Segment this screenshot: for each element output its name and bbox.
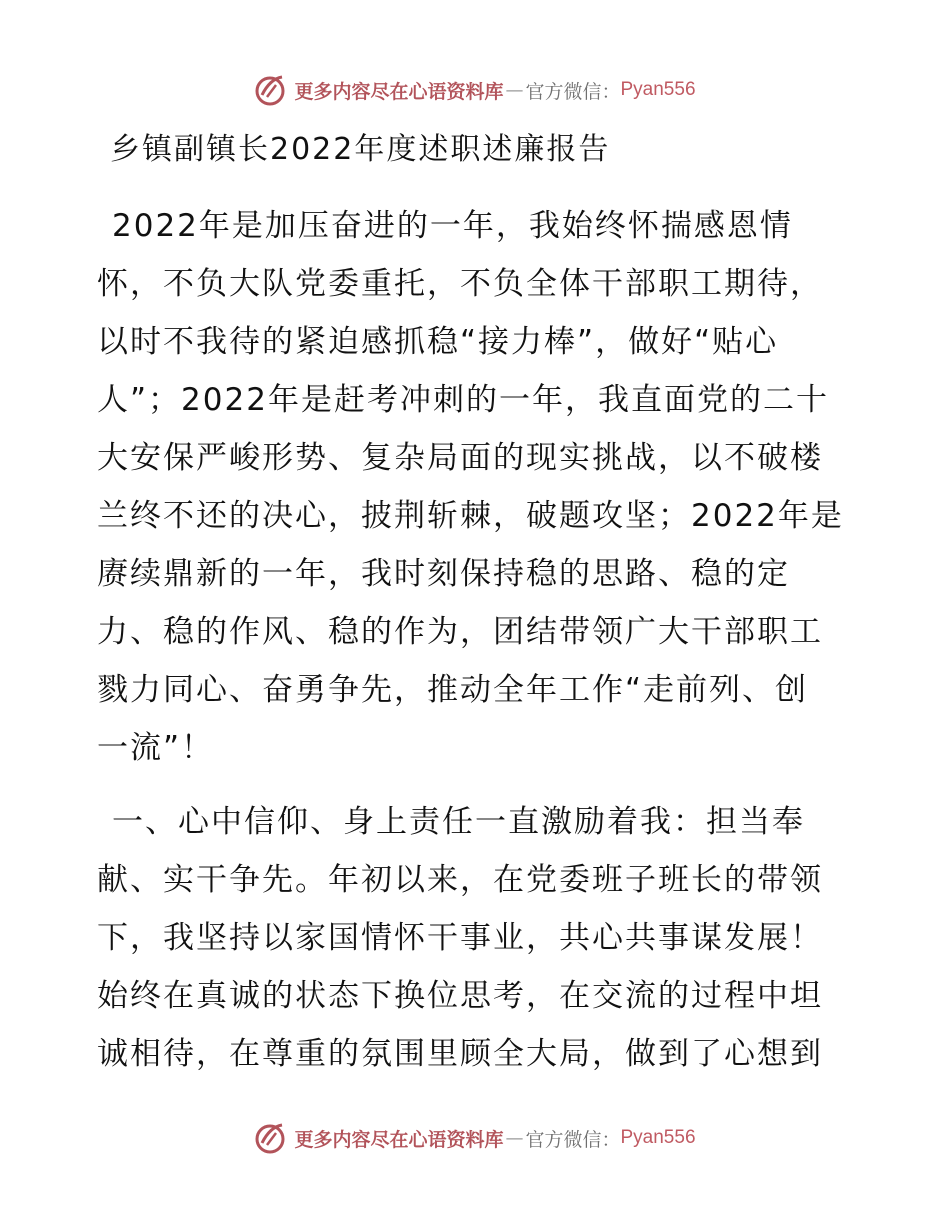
text-line: 力、稳的作风、稳的作为，团结带领广大干部职工 <box>97 614 823 650</box>
text-line: 2022年是加压奋进的一年，我始终怀揣感恩情 <box>112 208 793 244</box>
header-watermark <box>0 70 950 110</box>
watermark-brand: 更多内容尽在心语资料库 <box>294 80 504 103</box>
text-line: 以时不我待的紧迫感抓稳“接力棒”，做好“贴心 <box>97 324 779 360</box>
watermark-separator: — <box>505 79 524 101</box>
watermark-separator: — <box>505 1127 524 1149</box>
text-line: 兰终不还的决心，披荆斩棘，破题攻坚；2022年是 <box>97 498 844 534</box>
text-line: 怀，不负大队党委重托，不负全体干部职工期待， <box>97 266 823 302</box>
watermark-wechat-id: Pyan556 <box>620 1127 696 1148</box>
logo-icon <box>254 1121 288 1155</box>
watermark-wechat-label: 官方微信： <box>525 1128 621 1151</box>
text-line: 诚相待，在尊重的氛围里顾全大局，做到了心想到 <box>97 1036 823 1072</box>
footer-watermark <box>0 1118 950 1158</box>
logo-icon <box>254 73 288 107</box>
text-line: 大安保严峻形势、复杂局面的现实挑战，以不破楼 <box>97 440 823 476</box>
text-line: 始终在真诚的状态下换位思考，在交流的过程中坦 <box>97 978 823 1014</box>
document-title: 乡镇副镇长2022年度述职述廉报告 <box>110 132 611 167</box>
watermark-wechat-label: 官方微信： <box>525 80 621 103</box>
watermark-brand: 更多内容尽在心语资料库 <box>294 1128 504 1151</box>
text-line: 下，我坚持以家国情怀干事业，共心共事谋发展！ <box>97 920 823 956</box>
text-line: 赓续鼎新的一年，我时刻保持稳的思路、稳的定 <box>97 556 790 592</box>
text-line: 一、心中信仰、身上责任一直激励着我：担当奉 <box>112 804 805 840</box>
watermark-wechat-id: Pyan556 <box>620 79 696 100</box>
text-line: 戮力同心、奋勇争先，推动全年工作“走前列、创 <box>97 672 809 708</box>
text-line: 人”；2022年是赶考冲刺的一年，我直面党的二十 <box>97 382 829 418</box>
text-line: 一流”！ <box>97 730 215 766</box>
text-line: 献、实干争先。年初以来，在党委班子班长的带领 <box>97 862 823 898</box>
